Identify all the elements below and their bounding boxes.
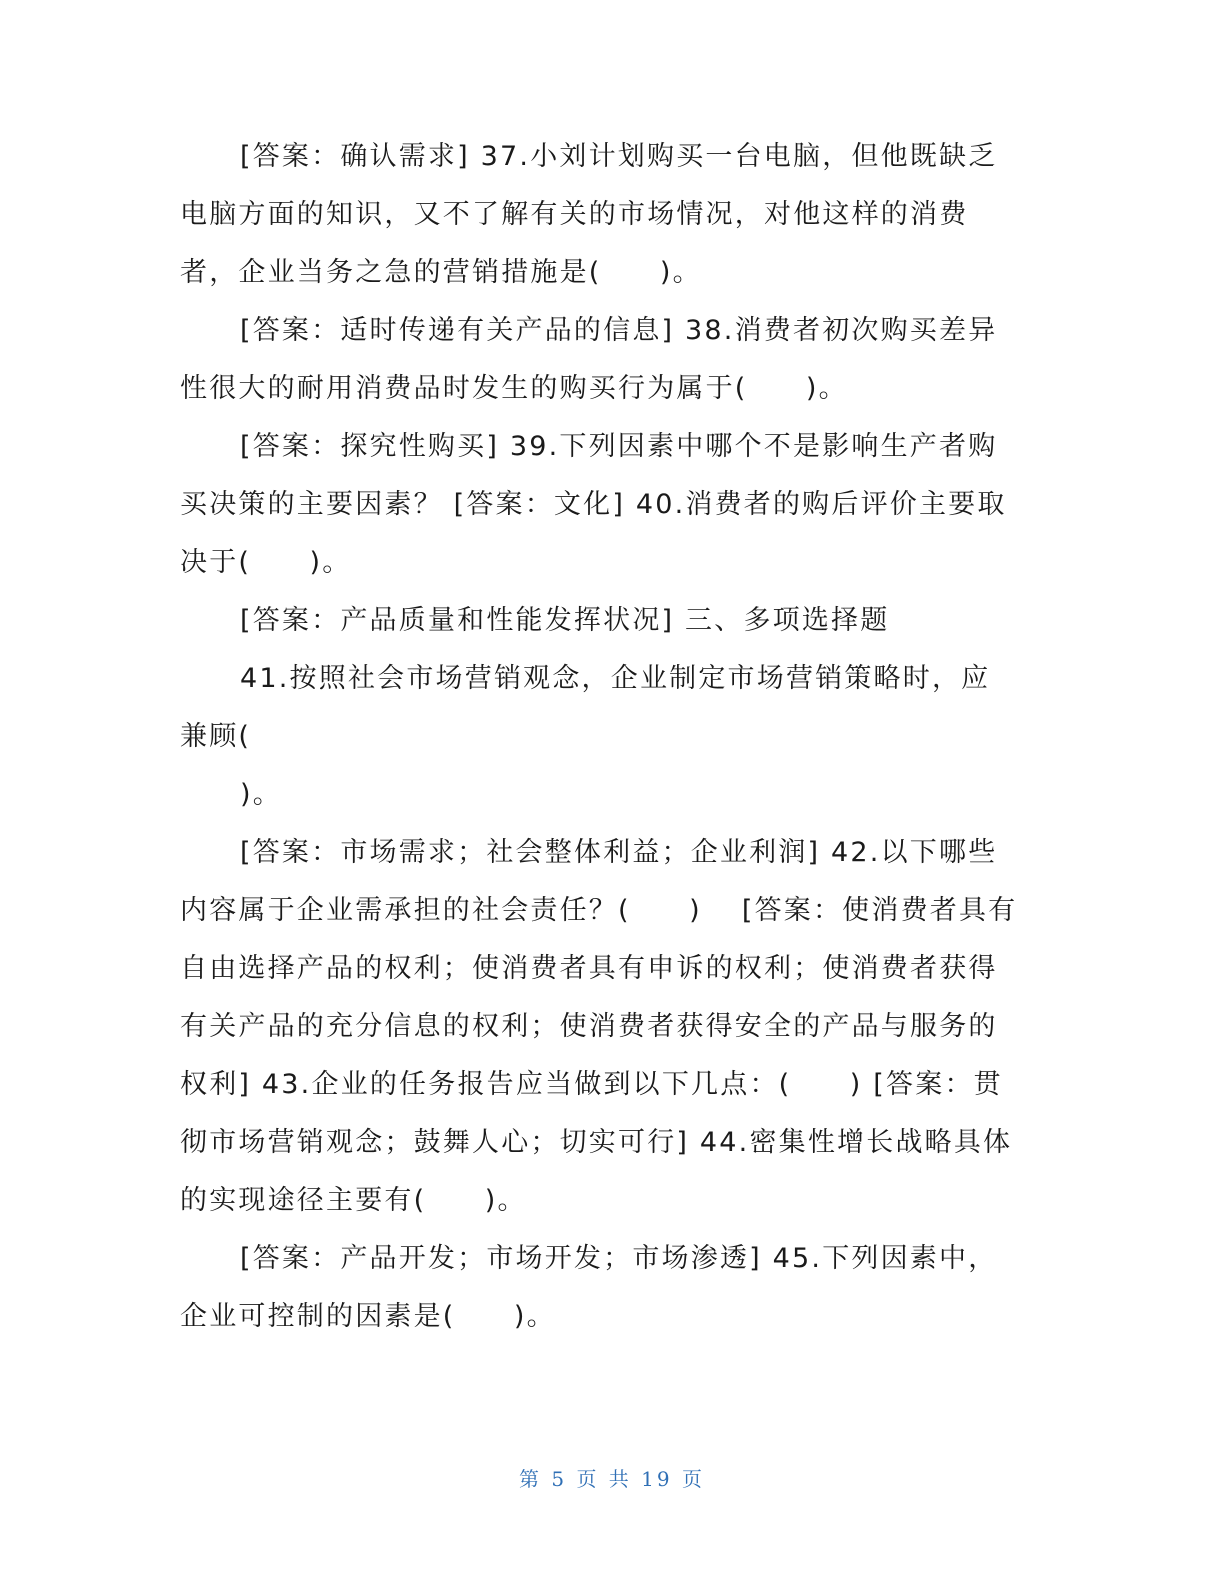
text-line: 电脑方面的知识，又不了解有关的市场情况，对他这样的消费 — [180, 199, 969, 230]
text-line: 买决策的主要因素？ [答案：文化] 40.消费者的购后评价主要取 — [180, 489, 1007, 520]
text-line: 企业可控制的因素是( )。 — [180, 1301, 556, 1332]
text-line: 者，企业当务之急的营销措施是( )。 — [180, 257, 702, 288]
page-number: 第 5 页 共 19 页 — [519, 1467, 705, 1491]
text-line: )。 — [240, 779, 282, 810]
text-line: [答案：产品质量和性能发挥状况] 三、多项选择题 — [240, 605, 890, 636]
document-body — [180, 128, 1030, 1346]
text-line: 41.按照社会市场营销观念，企业制定市场营销策略时，应 — [240, 663, 991, 694]
text-line: 权利] 43.企业的任务报告应当做到以下几点：( ) [答案：贯 — [180, 1069, 1003, 1100]
text-line: 决于( )。 — [180, 547, 352, 578]
text-line: [答案：探究性购买] 39.下列因素中哪个不是影响生产者购 — [240, 431, 998, 462]
text-line: 性很大的耐用消费品时发生的购买行为属于( )。 — [180, 373, 848, 404]
text-line: 有关产品的充分信息的权利；使消费者获得安全的产品与服务的 — [180, 1011, 998, 1042]
text-line: 的实现途径主要有( )。 — [180, 1185, 527, 1216]
text-line: [答案：产品开发；市场开发；市场渗透] 45.下列因素中， — [240, 1243, 998, 1274]
text-line: [答案：市场需求；社会整体利益；企业利润] 42.以下哪些 — [240, 837, 998, 868]
text-line: 兼顾( — [180, 721, 252, 752]
text-line: 自由选择产品的权利；使消费者具有申诉的权利；使消费者获得 — [180, 953, 998, 984]
text-line: 彻市场营销观念；鼓舞人心；切实可行] 44.密集性增长战略具体 — [180, 1127, 1013, 1158]
text-line: 内容属于企业需承担的社会责任？( ) [答案：使消费者具有 — [180, 895, 1018, 926]
text-line: [答案：适时传递有关产品的信息] 38.消费者初次购买差异 — [240, 315, 998, 346]
text-line: [答案：确认需求] 37.小刘计划购买一台电脑，但他既缺乏 — [240, 141, 998, 172]
